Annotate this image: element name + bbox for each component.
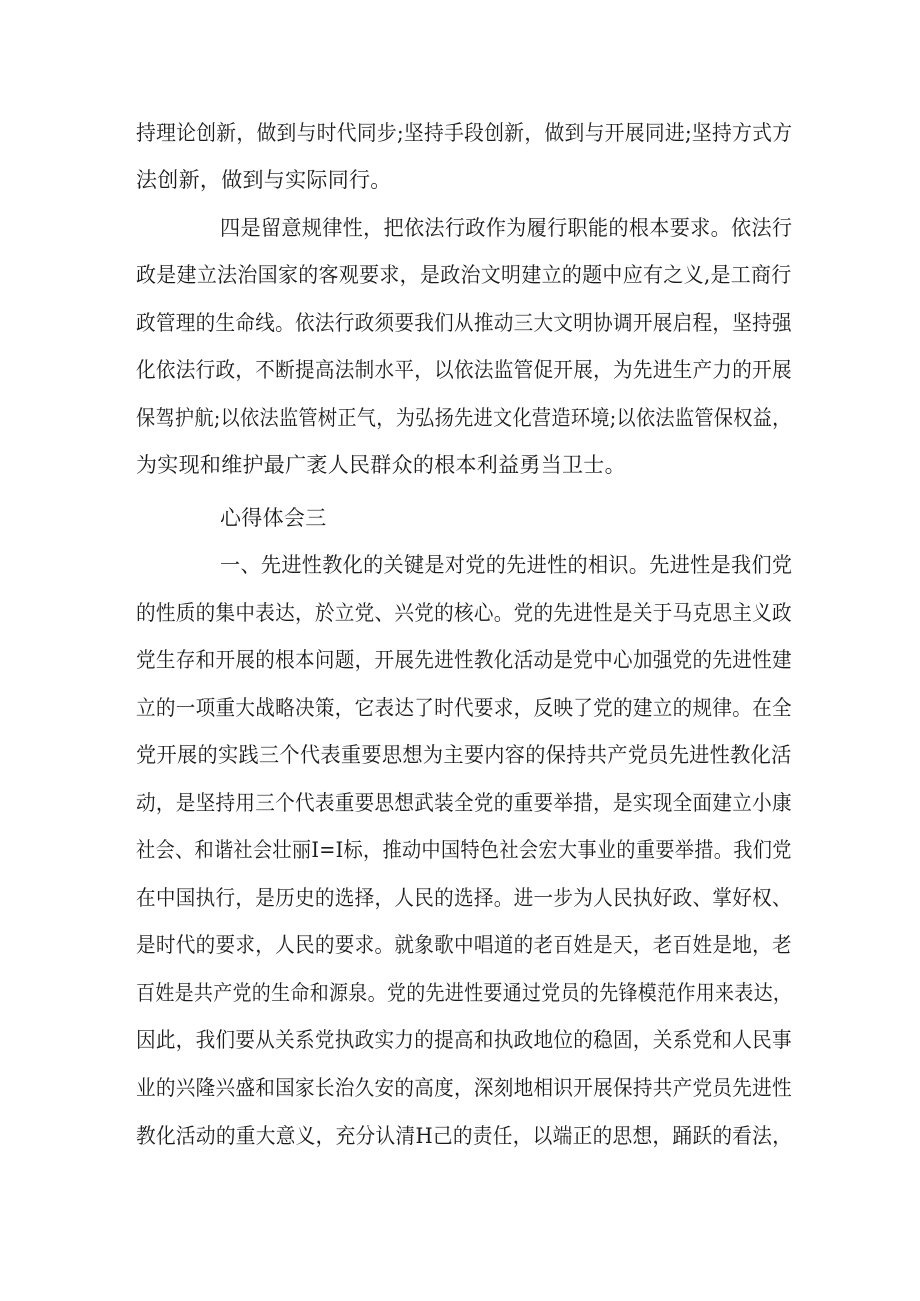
text-line: 动，是坚持用三个代表重要思想武装全党的重要举措，是实现全面建立小康 — [136, 791, 792, 815]
text-line: 保驾护航;以依法监管树正气，为弘扬先进文化营造环境;以依法监管保权益， — [136, 406, 792, 430]
text-line: 立的一项重大战略决策，它表达了时代要求，反映了党的建立的规律。在全 — [136, 696, 792, 720]
paragraph-start-line: 四是留意规律性，把依法行政作为履行职能的根本要求。依法行 — [220, 216, 793, 240]
text-line: 因此，我们要从关系党执政实力的提高和执政地位的稳固，关系党和人民事 — [136, 1028, 792, 1052]
text-line: 党开展的实践三个代表重要思想为主要内容的保持共产党员先进性教化活 — [136, 743, 792, 767]
text-line: 政是建立法治国家的客观要求，是政治文明建立的题中应有之义,是工商行 — [136, 263, 792, 287]
text-line: 为实现和维护最广袤人民群众的根本利益勇当卫士。 — [136, 453, 626, 477]
text-line: 化依法行政，不断提高法制水平，以依法监管促开展，为先进生产力的开展 — [136, 358, 792, 382]
text-line: 百姓是共产党的生命和源泉。党的先进性要通过党员的先锋模范作用来表达， — [136, 981, 793, 1005]
text-line: 的性质的集中表达，於立党、兴党的核心。党的先进性是关于马克思主义政 — [136, 601, 792, 625]
text-line: 在中国执行，是历史的选择，人民的选择。进一步为人民执好政、掌好权、 — [136, 886, 792, 910]
paragraph-start-line: 一、先进性教化的关键是对党的先进性的相识。先进性是我们党 — [220, 553, 793, 577]
text-line: 政管理的生命线。依法行政须要我们从推动三大文明协调开展启程，坚持强 — [136, 311, 792, 335]
text-line: 教化活动的重大意义，充分认清H己的责任，以端正的思想，踊跃的看法， — [136, 1124, 793, 1148]
section-heading: 心得体会三 — [220, 506, 327, 530]
text-line: 业的兴隆兴盛和国家长治久安的高度，深刻地相识开展保持共产党员先进性 — [136, 1076, 792, 1100]
text-line: 社会、和谐社会壮丽I=I标，推动中国特色社会宏大事业的重要举措。我们党 — [136, 838, 792, 862]
text-line: 党生存和开展的根本问题，开展先进性教化活动是党中心加强党的先进性建 — [136, 648, 792, 672]
text-line: 法创新，做到与实际同行。 — [136, 168, 392, 192]
text-line: 是时代的要求，人民的要求。就象歌中唱道的老百姓是天，老百姓是地，老 — [136, 933, 792, 957]
text-line: 持理论创新，做到与时代同步;坚持手段创新，做到与开展同进;坚持方式方 — [136, 121, 793, 145]
